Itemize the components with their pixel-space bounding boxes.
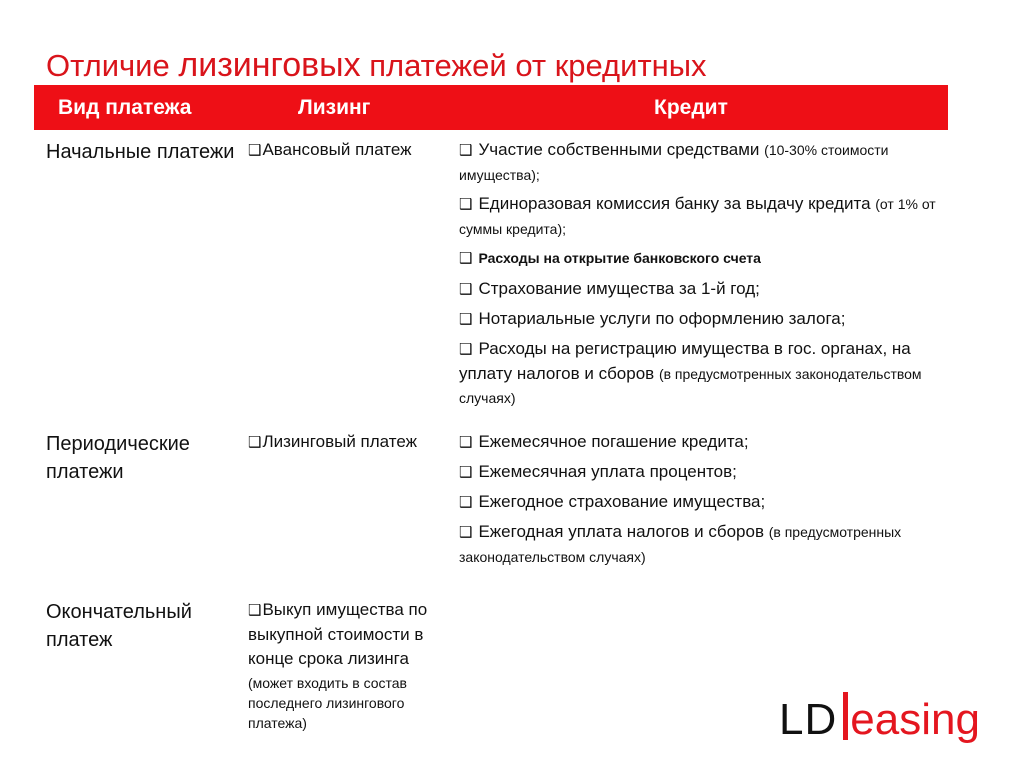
lease-item: Авансовый платеж (262, 140, 412, 159)
credit-item (459, 460, 939, 485)
credit-item-text: Ежегодная уплата налогов и сборов (478, 522, 769, 541)
checkbox-icon: ❑ (248, 602, 262, 619)
title-part-2: лизинговых (178, 46, 361, 84)
credit-item (459, 430, 939, 455)
credit-item (459, 246, 939, 271)
credit-item (459, 520, 939, 569)
credit-item-text: Нотариальные услуги по оформлению залога; (478, 309, 846, 328)
lease-item-note: (может входить в состав последнего лизингового платежа) (248, 675, 407, 731)
title-part-3: платежей от кредитных (360, 48, 707, 83)
credit-item-note: (10-30% стоимости имущества); (459, 142, 889, 183)
lease-cell (248, 430, 448, 455)
lease-cell (248, 598, 448, 733)
logo-l-bar-icon (843, 692, 848, 740)
credit-item (459, 138, 939, 187)
checkbox-icon: ❑ (248, 434, 262, 451)
credit-item-text: Ежегодное страхование имущества; (478, 492, 766, 511)
credit-item-note: (от 1% от суммы кредита); (459, 196, 936, 237)
credit-item-text: Ежемесячное погашение кредита; (478, 432, 749, 451)
credit-list (459, 138, 939, 415)
column-header-credit: Кредит (654, 96, 728, 119)
lease-item: Лизинговый платеж (262, 432, 417, 451)
credit-list (459, 430, 939, 574)
payment-type-cell: Периодические платежи (46, 433, 190, 483)
checkbox-icon: ❑ (459, 434, 473, 451)
checkbox-icon: ❑ (459, 524, 473, 541)
credit-item-text: Расходы на регистрацию имущества в гос. органах, на уплату налогов и сборов (459, 339, 911, 383)
checkbox-icon: ❑ (459, 142, 473, 159)
credit-item-text: Ежемесячная уплата процентов; (478, 462, 737, 481)
credit-item-text: Единоразовая комиссия банку за выдачу кредита (478, 194, 876, 213)
checkbox-icon: ❑ (459, 250, 473, 267)
checkbox-icon: ❑ (459, 464, 473, 481)
credit-item-text: Участие собственными средствами (478, 140, 765, 159)
credit-item (459, 192, 939, 241)
credit-item (459, 277, 939, 302)
ld-leasing-logo (779, 690, 1009, 750)
lease-item: Выкуп имущества по выкупной стоимости в конце срока лизинга (248, 600, 428, 668)
checkbox-icon: ❑ (459, 341, 473, 358)
checkbox-icon: ❑ (459, 311, 473, 328)
credit-item (459, 307, 939, 332)
checkbox-icon: ❑ (459, 494, 473, 511)
slide-title (46, 46, 707, 85)
column-header-type: Вид платежа (58, 96, 192, 119)
checkbox-icon: ❑ (248, 142, 262, 159)
credit-item-note: (в предусмотренных законодательством случаях) (459, 366, 922, 406)
column-header-lease: Лизинг (298, 96, 371, 119)
logo-ld: LD (779, 695, 838, 744)
payment-type-cell: Начальные платежи (46, 141, 235, 163)
credit-item-text: Расходы на открытие банковского счета (478, 250, 761, 266)
credit-item (459, 337, 939, 410)
credit-item-note: (в предусмотренных законодательством случаях) (459, 524, 902, 565)
payment-type-cell: Окончательный платеж (46, 601, 192, 651)
checkbox-icon: ❑ (459, 281, 473, 298)
lease-cell (248, 138, 448, 163)
title-part-1: Отличие (46, 48, 179, 83)
credit-item (459, 490, 939, 515)
checkbox-icon: ❑ (459, 196, 473, 213)
table-header (34, 85, 948, 130)
credit-item-text: Страхование имущества за 1-й год; (478, 279, 760, 298)
logo-easing: easing (850, 695, 980, 744)
